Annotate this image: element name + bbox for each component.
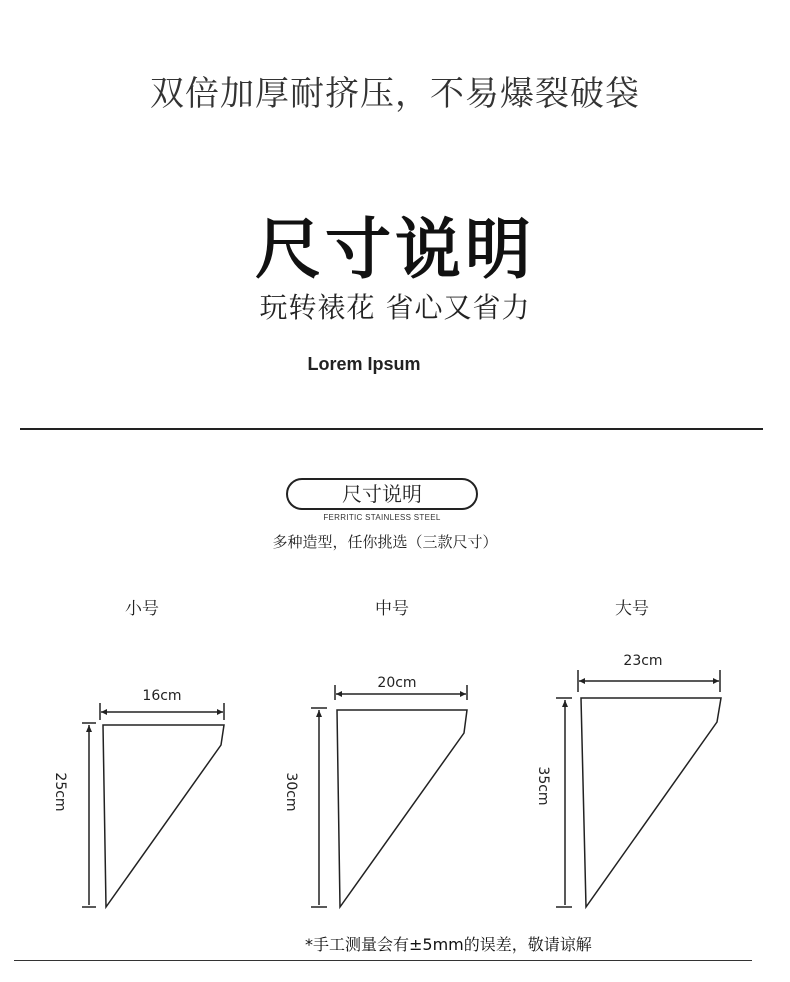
headline: 双倍加厚耐挤压，不易爆裂破袋 [150,74,640,114]
section-description: 多种造型，任你挑选（三款尺寸） [272,533,498,551]
small-height-label: 25cm [52,772,68,812]
large-height-label: 35cm [535,766,551,806]
lorem-text: Lorem Ipsum [307,354,421,374]
subtitle: 玩转裱花 省心又省力 [259,291,531,324]
page-title: 尺寸说明 [255,211,535,288]
large-bag-diagram [556,670,721,907]
size-label-small: 小号 [125,599,159,619]
small-width-label: 16cm [142,688,182,704]
medium-height-label: 30cm [283,772,299,812]
size-label-large: 大号 [615,599,649,619]
section-pill: 尺寸说明 [286,478,478,510]
size-label-medium: 中号 [375,599,409,619]
medium-width-label: 20cm [377,675,417,691]
bottom-divider [14,960,752,961]
medium-bag-diagram [311,685,467,907]
small-bag-diagram [82,703,224,907]
large-width-label: 23cm [623,653,663,669]
section-pill-subtitle: FERRITIC STAINLESS STEEL [323,513,441,522]
measurement-note: *手工测量会有±5mm的误差，敬请谅解 [305,935,592,954]
